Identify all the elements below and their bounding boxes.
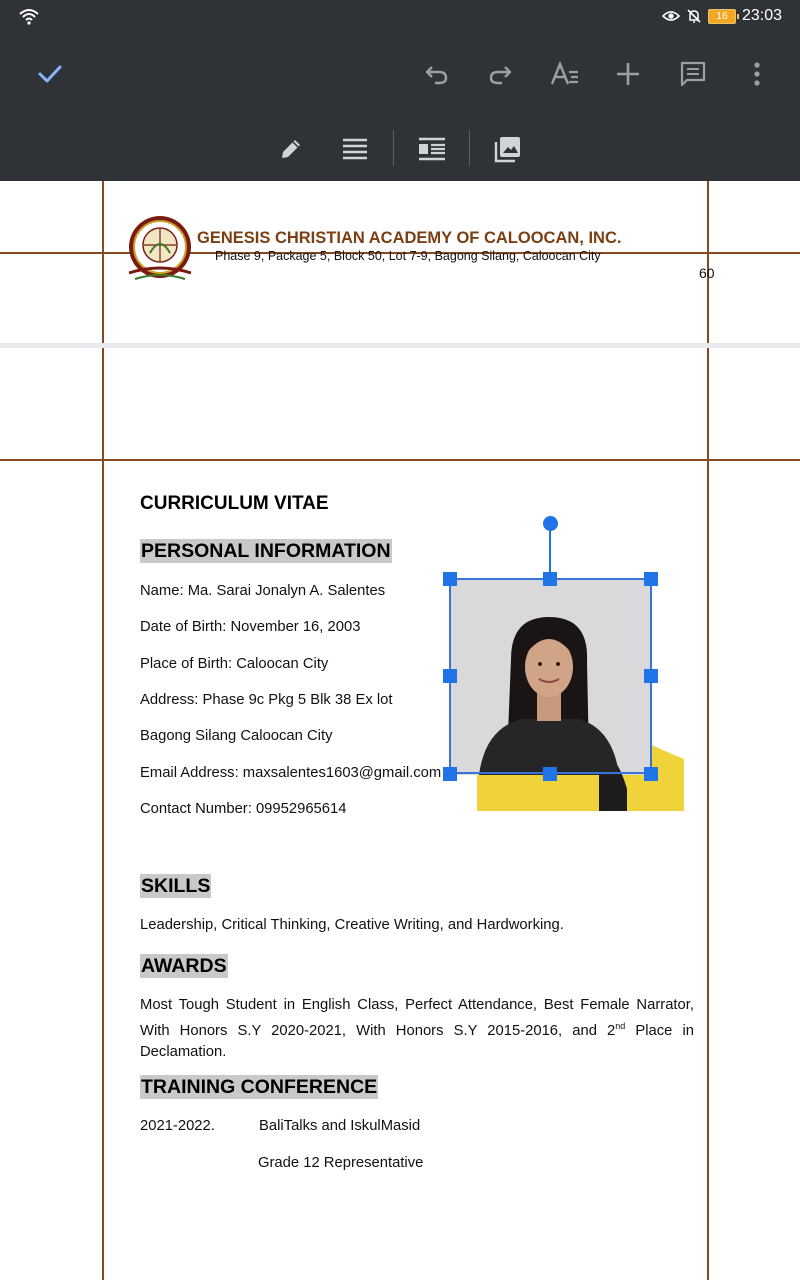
resize-handle-left[interactable]: [443, 669, 457, 683]
awards-superscript: nd: [615, 1021, 626, 1031]
training-year: 2021-2022.: [140, 1118, 215, 1134]
resize-handle-bottom-right[interactable]: [644, 767, 658, 781]
name-line: Name: Ma. Sarai Jonalyn A. Salentes: [140, 583, 386, 599]
battery-icon: [708, 9, 736, 24]
email-line: Email Address: maxsalentes1603@gmail.com: [140, 765, 442, 781]
comment-button[interactable]: [673, 54, 713, 94]
editor-toolbar: [0, 32, 800, 116]
paragraph-icon: [342, 137, 368, 161]
edit-button[interactable]: [271, 130, 311, 168]
page-margin-right: [707, 181, 709, 343]
header-border-line: [0, 459, 800, 461]
toolbar-divider: [469, 130, 470, 166]
battery-level: 16: [716, 10, 728, 22]
page-number: 60: [699, 265, 715, 281]
redo-button[interactable]: [480, 54, 520, 94]
status-bar: [0, 0, 800, 32]
document-canvas[interactable]: [0, 181, 800, 1280]
wrap-text-button[interactable]: [412, 130, 452, 168]
awards-text: [140, 995, 694, 1063]
more-icon: [753, 61, 761, 87]
school-seal-logo: [123, 215, 197, 283]
eye-icon: [662, 9, 680, 23]
toolbar-divider: [393, 130, 394, 166]
resize-handle-top[interactable]: [543, 572, 557, 586]
cv-title: CURRICULUM VITAE: [140, 493, 329, 514]
image-options-button[interactable]: [488, 130, 528, 168]
page-margin-left: [102, 348, 104, 1280]
check-icon: [36, 60, 64, 88]
pob-line: Place of Birth: Caloocan City: [140, 656, 329, 672]
insert-button[interactable]: [608, 54, 648, 94]
bell-off-icon: [686, 8, 702, 24]
pencil-icon: [278, 136, 304, 162]
section-skills: SKILLS: [141, 875, 211, 897]
school-name: GENESIS CHRISTIAN ACADEMY OF CALOOCAN, INC.: [197, 229, 622, 247]
contact-line: Contact Number: 09952965614: [140, 801, 347, 817]
resize-handle-right[interactable]: [644, 669, 658, 683]
text-format-icon: [550, 60, 580, 88]
awards-text-end: Place in Declamation.: [140, 1022, 694, 1060]
image-options-icon: [494, 135, 522, 163]
address-line-2: Bagong Silang Caloocan City: [140, 728, 333, 744]
address-line: Address: Phase 9c Pkg 5 Blk 38 Ex lot: [140, 692, 393, 708]
section-personal-information: PERSONAL INFORMATION: [141, 540, 391, 562]
text-format-button[interactable]: [545, 54, 585, 94]
resize-handle-top-right[interactable]: [644, 572, 658, 586]
image-selection-box: [449, 578, 652, 774]
rotate-handle-stem: [549, 523, 551, 578]
rotate-handle[interactable]: [543, 516, 558, 531]
clock: 23:03: [741, 7, 782, 24]
skills-text: Leadership, Critical Thinking, Creative Writing, and Hardworking.: [140, 917, 564, 933]
paragraph-button[interactable]: [335, 130, 375, 168]
more-options-button[interactable]: [737, 54, 777, 94]
training-event: BaliTalks and IskulMasid: [259, 1118, 421, 1134]
dob-line: Date of Birth: November 16, 2003: [140, 619, 361, 635]
school-address: Phase 9, Package 5, Block 50, Lot 7-9, Bagong Silang, Caloocan City: [215, 249, 601, 263]
add-icon: [615, 61, 641, 87]
resize-handle-bottom-left[interactable]: [443, 767, 457, 781]
done-button[interactable]: [30, 54, 70, 94]
wrap-text-icon: [418, 136, 446, 162]
undo-button[interactable]: [417, 54, 457, 94]
redo-icon: [487, 61, 513, 87]
section-training-conference: TRAINING CONFERENCE: [141, 1076, 378, 1098]
page-margin-left: [102, 181, 104, 343]
comment-icon: [679, 60, 707, 88]
training-role: Grade 12 Representative: [258, 1155, 424, 1171]
resize-handle-top-left[interactable]: [443, 572, 457, 586]
undo-icon: [424, 61, 450, 87]
section-awards: AWARDS: [141, 955, 227, 977]
document-page: [0, 348, 800, 1280]
awards-text-main: Most Tough Student in English Class, Perfect Attendance, Best Female Narrator, With Honors S.Y 2020-2021, With Honors S.Y 2015-2016, and 2: [140, 997, 694, 1039]
resize-handle-bottom[interactable]: [543, 767, 557, 781]
page-margin-right: [707, 348, 709, 1280]
format-toolbar: [0, 116, 800, 181]
wifi-icon: [18, 7, 40, 25]
